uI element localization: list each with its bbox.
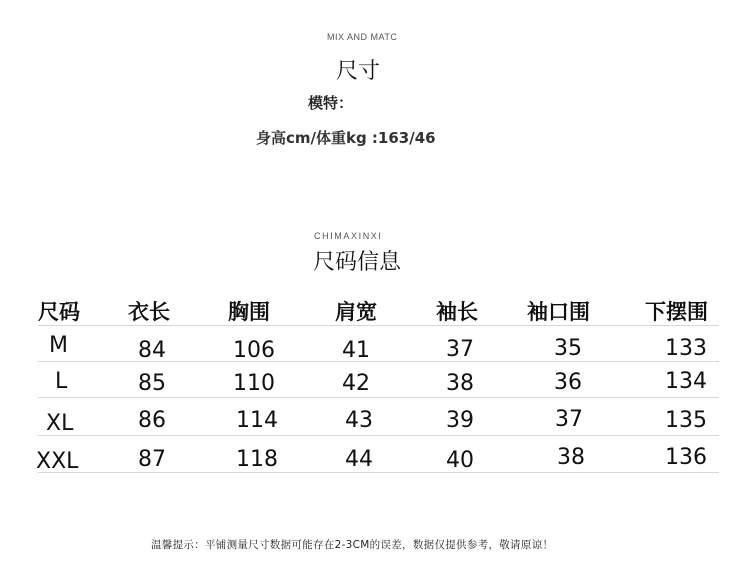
table-rule (38, 397, 719, 398)
page-title: 尺寸 (336, 59, 381, 84)
table-rule (38, 325, 719, 326)
cell-chest: 110 (233, 371, 275, 396)
cell-sleeve: 39 (446, 408, 474, 433)
cell-shoulder: 44 (345, 447, 373, 472)
cell-chest: 106 (233, 338, 275, 363)
header-hem: 下摆围 (645, 300, 708, 324)
header-shoulder: 肩宽 (335, 300, 377, 324)
header-sleeve: 袖长 (436, 300, 478, 324)
cell-length: 87 (138, 447, 166, 472)
cell-shoulder: 42 (342, 371, 370, 396)
cell-sleeve: 37 (446, 337, 474, 362)
cell-hem: 134 (665, 369, 707, 394)
model-label: 模特： (308, 94, 354, 112)
cell-length: 86 (138, 408, 166, 433)
cell-shoulder: 43 (345, 408, 373, 433)
footer-note: 温馨提示：平铺测量尺寸数据可能存在2-3CM的误差，数据仅提供参考，敬请原谅！ (151, 539, 554, 551)
header-chest: 胸围 (228, 300, 270, 324)
cell-chest: 114 (236, 408, 278, 433)
cell-shoulder: 41 (342, 338, 370, 363)
cell-chest: 118 (236, 447, 278, 472)
cell-sleeve: 40 (446, 448, 474, 473)
header-length: 衣长 (128, 300, 170, 324)
size-section-title: 尺码信息 (313, 250, 402, 275)
cell-hem: 133 (665, 336, 707, 361)
cell-cuff: 37 (555, 407, 583, 432)
cell-cuff: 38 (557, 445, 585, 470)
cell-length: 84 (138, 338, 166, 363)
table-rule (38, 435, 719, 436)
cell-size: XL (46, 411, 74, 436)
cell-size: XXL (36, 449, 79, 474)
size-eyebrow: CHIMAXINXI (314, 231, 383, 241)
cell-hem: 136 (665, 445, 707, 470)
cell-hem: 135 (665, 408, 707, 433)
cell-size: M (49, 333, 68, 358)
model-stats: 身高cm/体重kg :163/46 (256, 129, 436, 147)
cell-length: 85 (138, 371, 166, 396)
header-cuff: 袖口围 (527, 300, 590, 324)
cell-sleeve: 38 (446, 371, 474, 396)
header-size: 尺码 (38, 300, 80, 324)
cell-size: L (55, 369, 68, 394)
cell-cuff: 35 (554, 336, 582, 361)
cell-cuff: 36 (554, 370, 582, 395)
table-rule (38, 472, 719, 473)
top-eyebrow: MIX AND MATC (327, 32, 398, 42)
